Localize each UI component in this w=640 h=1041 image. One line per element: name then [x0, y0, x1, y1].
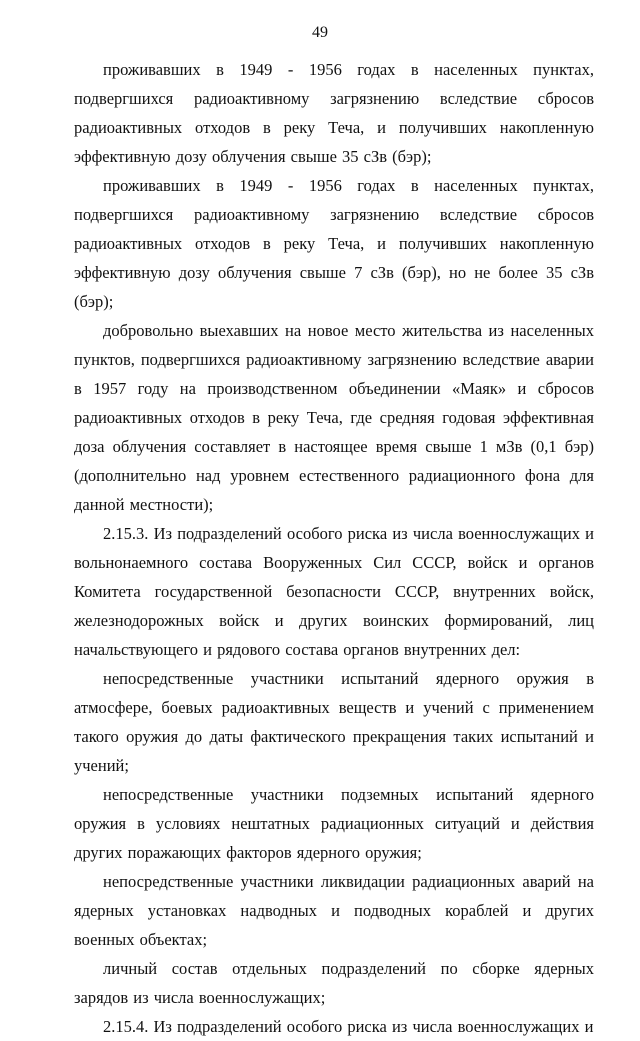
paragraph-section-2-15-4: 2.15.4. Из подразделений особого риска из числа военнослужащих и [103, 1017, 594, 1036]
paragraph-atmospheric-tests: непосредственные участники испытаний ядерного оружия в атмосфере, боевых радиоактивных веществ и учений с применением такого оружия до даты фактического прекращения таких испытаний и учений; [74, 669, 594, 775]
paragraph-voluntary-resettlement: добровольно выехавших на новое место жительства из населенных пунктов, подвергшихся радиоактивному загрязнению вследствие аварии в 1957 году на производственном объединении «Маяк» и сбросов радиоактивных отходов в реку Теча, где средняя годовая эффективная доза облучения составляет в настоящее время свыше 1 мЗв (0,1 бэр) (дополнительно над уровнем естественного радиационного фона для данной местности); [74, 321, 594, 514]
page-number: 49 [312, 24, 328, 41]
paragraph-tech-river-7-to-35: проживавших в 1949 - 1956 годах в населенных пунктах, подвергшихся радиоактивному загрязнению вследствие сбросов радиоактивных отходов в реку Теча, и получивших накопленную эффективную дозу облучения свыше 7 сЗв (бэр), но не более 35 сЗв (бэр); [74, 176, 594, 311]
paragraph-tech-river-over-35: проживавших в 1949 - 1956 годах в населенных пунктах, подвергшихся радиоактивному загрязнению вследствие сбросов радиоактивных отходов в реку Теча, и получивших накопленную эффективную дозу облучения свыше 35 сЗв (бэр); [74, 60, 594, 166]
paragraph-section-2-15-3: 2.15.3. Из подразделений особого риска из числа военнослужащих и вольнонаемного состава Вооруженных Сил СССР, войск и органов Комитета государственной безопасности СССР, внутренних войск, железнодорожных войск и других воинских формирований, лиц начальствующего и рядового состава органов внутренних дел: [74, 524, 594, 659]
paragraph-assembly-units: личный состав отдельных подразделений по сборке ядерных зарядов из числа военнослужащих; [74, 959, 594, 1007]
paragraph-underground-tests: непосредственные участники подземных испытаний ядерного оружия в условиях нештатных радиационных ситуаций и действия других поражающих факторов ядерного оружия; [74, 785, 594, 862]
document-body [74, 55, 594, 1041]
paragraph-ship-accidents: непосредственные участники ликвидации радиационных аварий на ядерных установках надводных и подводных кораблей и других военных объектах; [74, 872, 594, 949]
